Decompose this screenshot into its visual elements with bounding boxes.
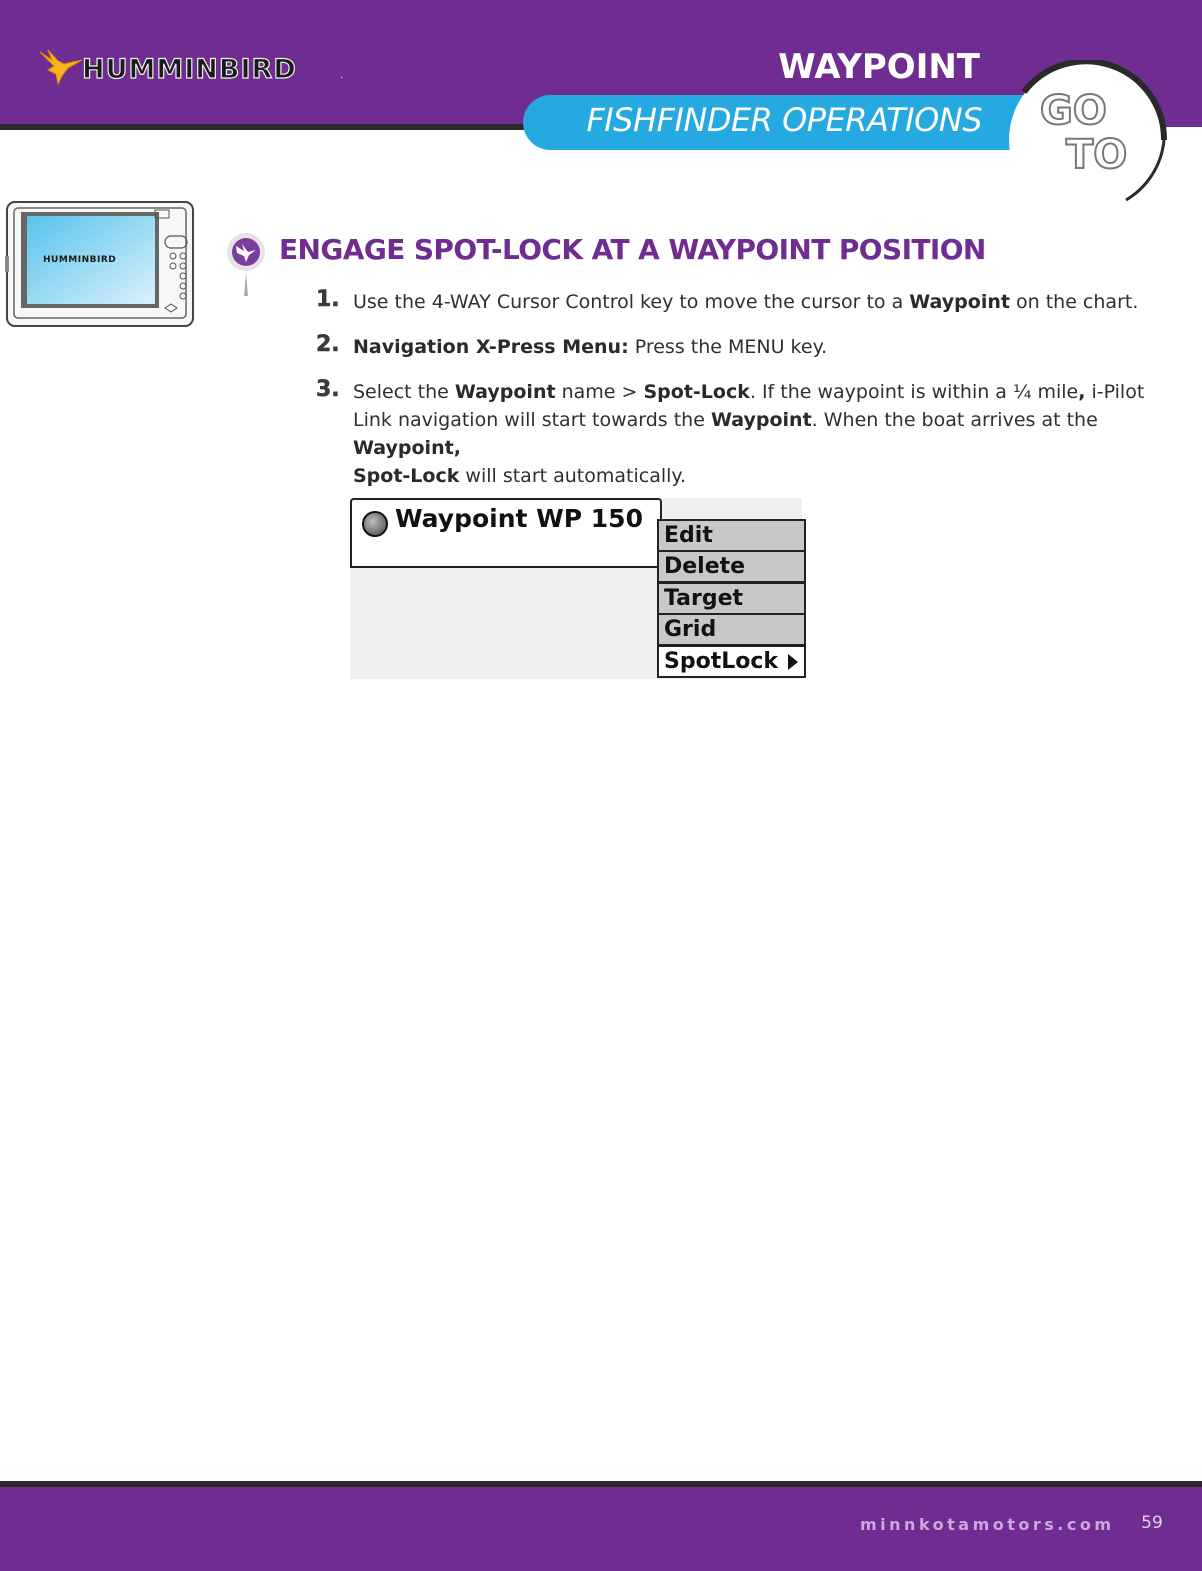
brand-name: HUMMINBIRD [82, 54, 297, 85]
waypoint-dot-icon [362, 511, 388, 537]
device-screen-brand: HUMMINBIRD [43, 255, 117, 265]
submenu-arrow-icon [788, 654, 798, 670]
waypoint-title-box [350, 498, 662, 568]
menu-item-target[interactable]: Target [657, 582, 806, 615]
footer-url[interactable]: minnkotamotors.com [860, 1515, 1115, 1534]
step-number-2: 2. [316, 332, 340, 357]
step-3-text: Select the Waypoint name > Spot-Lock. If the waypoint is within a ¼ mile, i-Pilot Link navigation will start towards the Waypoint. When the boat arrives at the Waypoint, Spot-Lock will start automatically. [353, 381, 1145, 487]
menu-item-grid[interactable]: Grid [657, 613, 806, 646]
menu-item-spotlock[interactable] [657, 645, 806, 678]
page-number: 59 [1141, 1513, 1163, 1533]
step-number-3: 3. [316, 377, 340, 402]
fishfinder-device-illustration [5, 200, 195, 330]
goto-to: TO [1066, 132, 1128, 178]
waypoint-menu-screenshot [350, 498, 802, 679]
waypoint-title: Waypoint WP 150 [395, 504, 643, 533]
goto-badge[interactable] [1004, 60, 1170, 205]
menu-item-spotlock-label: SpotLock [664, 649, 779, 674]
hummingbird-icon [38, 46, 84, 86]
brand-mark: . [340, 70, 344, 81]
step-2-text: Navigation X-Press Menu: Press the MENU key. [353, 336, 828, 358]
menu-item-delete[interactable]: Delete [657, 550, 806, 583]
header-rule [0, 124, 530, 130]
humminbird-logo [38, 46, 358, 96]
waypoint-pin-icon [224, 232, 268, 298]
goto-go: GO [1040, 88, 1107, 134]
subtitle: FISHFINDER OPERATIONS [586, 101, 982, 139]
step-1-text: Use the 4-WAY Cursor Control key to move the cursor to a Waypoint on the chart. [353, 291, 1139, 313]
section-title: WAYPOINT [778, 47, 980, 87]
step-number-1: 1. [316, 287, 340, 312]
menu-item-edit[interactable]: Edit [657, 519, 806, 552]
section-heading: ENGAGE SPOT-LOCK AT A WAYPOINT POSITION [279, 233, 986, 266]
